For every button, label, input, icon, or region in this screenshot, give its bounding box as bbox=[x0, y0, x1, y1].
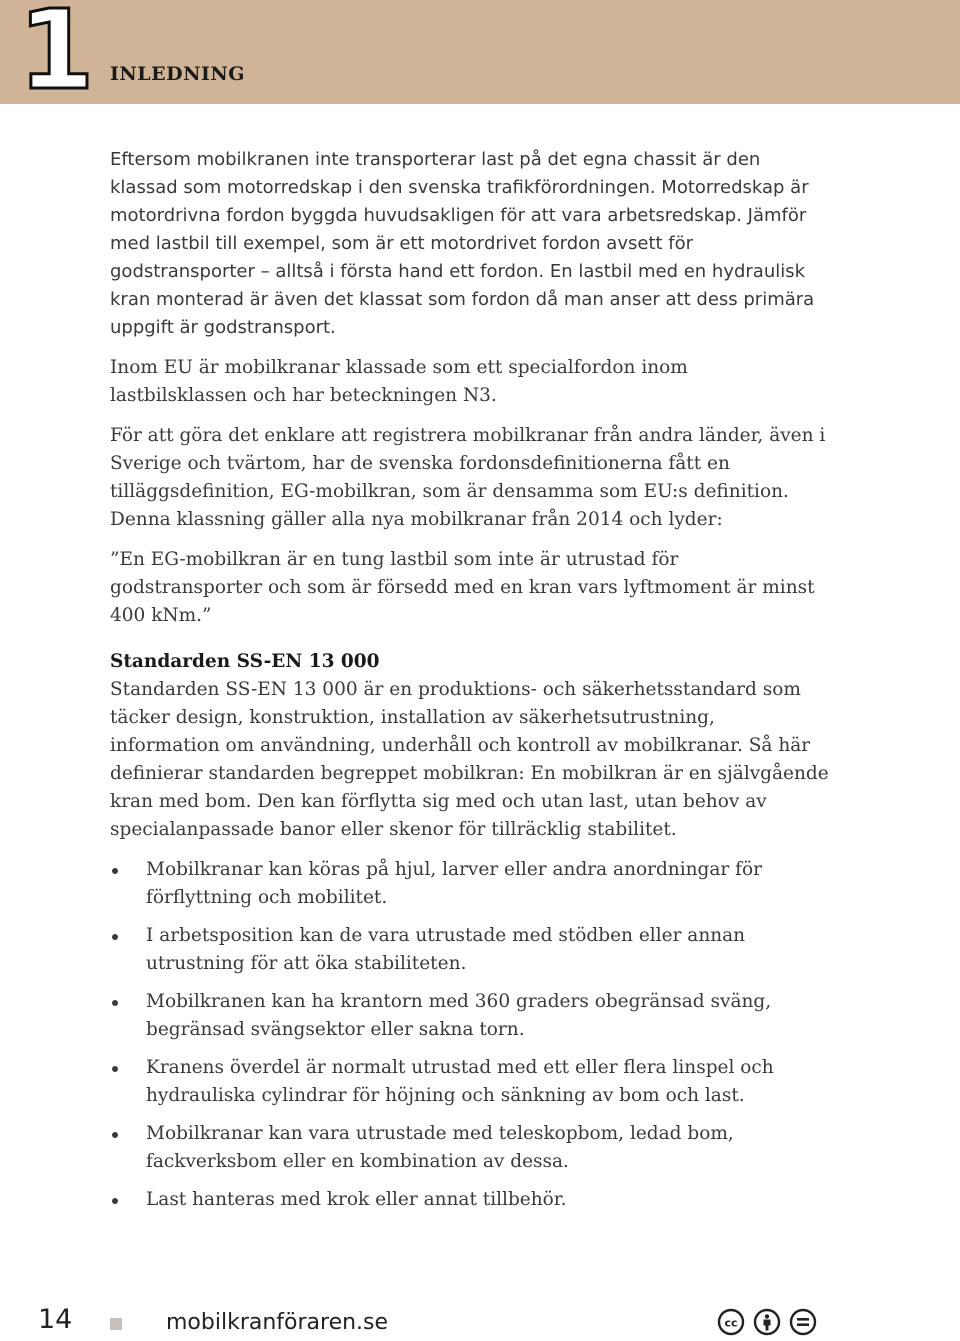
license-icons bbox=[717, 1308, 820, 1336]
paragraph-intro: Eftersom mobilkranen inte transporterar last på det egna chassit är den klassad som motorredskap i den svenska trafikförordningen. Motorredskap är motordrivna fordon byggda huvudsakligen för att vara arbetsredskap. Jämför med lastbil till exempel, som är ett motordrivet fordon avsett för godstransporter – alltså i första hand ett fordon. En lastbil med en hydraulisk kran monterad är även det klassat som fordon då man anser att dess primära uppgift är godstransport. bbox=[110, 149, 815, 338]
by-icon bbox=[753, 1308, 781, 1336]
bullet-list bbox=[110, 856, 830, 1214]
page-footer bbox=[0, 1300, 960, 1341]
paragraph-definition: För att göra det enklare att registrera mobilkranar från andra länder, även i Sverige och tvärtom, har de svenska fordonsdefinitionerna fått en tilläggsdefinition, EG-mobilkran, som är densamma som EU:s definition. Denna klassning gäller alla nya mobilkranar från 2014 och lyder: bbox=[110, 425, 826, 530]
list-item: Mobilkranar kan vara utrustade med teleskopbom, ledad bom, fackverksbom eller en kombination av dessa. bbox=[110, 1120, 830, 1176]
paragraph-eu: Inom EU är mobilkranar klassade som ett specialfordon inom lastbilsklassen och har beteckningen N3. bbox=[110, 357, 688, 406]
list-item: Mobilkranen kan ha krantorn med 360 graders obegränsad sväng, begränsad svängsektor eller sakna torn. bbox=[110, 988, 830, 1044]
list-item: Mobilkranar kan köras på hjul, larver eller andra anordningar för förflyttning och mobilitet. bbox=[110, 856, 830, 912]
nd-icon bbox=[789, 1308, 817, 1336]
page-number: 14 bbox=[38, 1304, 73, 1335]
list-item: I arbetsposition kan de vara utrustade med stödben eller annan utrustning för att öka stabiliteten. bbox=[110, 922, 830, 978]
chapter-header bbox=[0, 0, 960, 114]
list-item: Last hanteras med krok eller annat tillbehör. bbox=[110, 1186, 830, 1214]
site-name: mobilkranföraren.se bbox=[166, 1310, 389, 1335]
svg-text:cc: cc bbox=[724, 1316, 738, 1330]
footer-square bbox=[110, 1318, 122, 1330]
main-content bbox=[110, 146, 830, 1224]
section-heading: Standarden SS-EN 13 000 bbox=[110, 651, 380, 672]
definition-quote: ”En EG-mobilkran är en tung lastbil som inte är utrustad för godstransporter och som är försedd med en kran vars lyftmoment är minst 400 kNm.” bbox=[110, 549, 815, 626]
cc-icon bbox=[717, 1308, 745, 1336]
paragraph-standard: Standarden SS-EN 13 000 är en produktions- och säkerhetsstandard som täcker design, konstruktion, installation av säkerhetsutrustning, information om användning, underhåll och kontroll av mobilkranar. Så här definierar standarden begreppet mobilkran: En mobilkran är en självgående kran med bom. Den kan förflytta sig med och utan last, utan behov av specialanpassade banor eller skenor för tillräcklig stabilitet. bbox=[110, 679, 829, 840]
chapter-number: 1 bbox=[18, 0, 95, 114]
list-item: Kranens överdel är normalt utrustad med ett eller flera linspel och hydrauliska cylindrar för höjning och sänkning av bom och last. bbox=[110, 1054, 830, 1110]
chapter-title: INLEDNING bbox=[110, 63, 245, 85]
